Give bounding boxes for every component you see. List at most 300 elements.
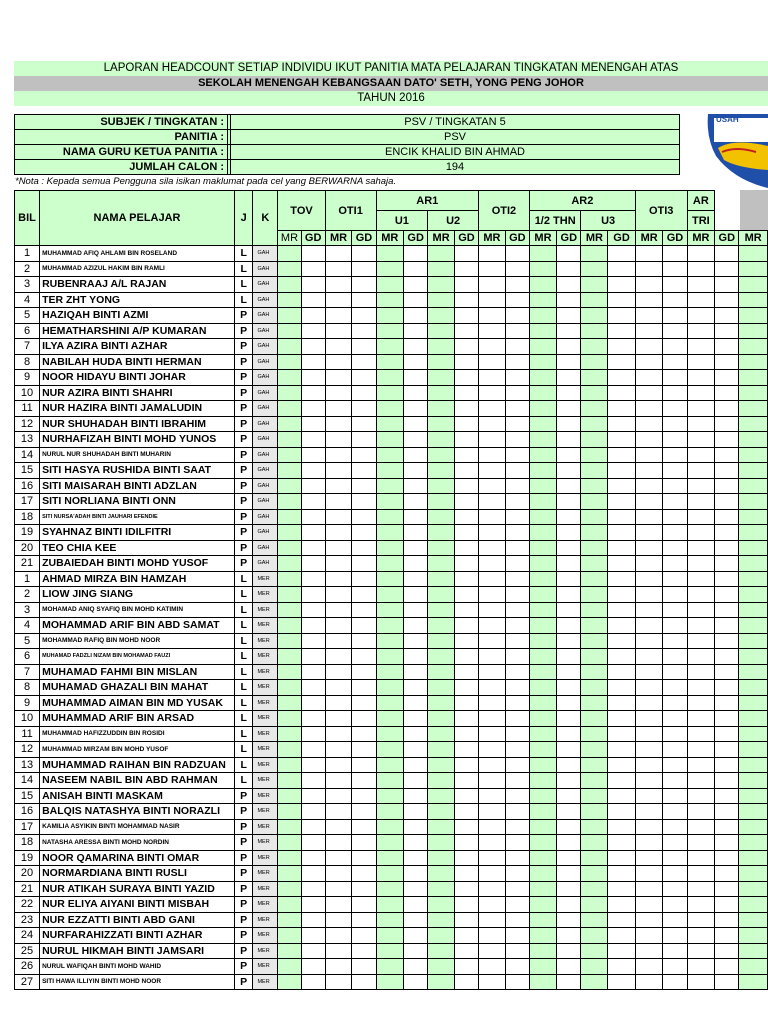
grade-cell[interactable] (557, 308, 581, 324)
grade-cell[interactable] (376, 509, 404, 525)
grade-cell[interactable] (687, 416, 715, 432)
grade-cell[interactable] (635, 664, 663, 680)
grade-cell[interactable] (505, 835, 529, 851)
grade-cell[interactable] (557, 277, 581, 293)
grade-cell[interactable] (529, 757, 556, 773)
grade-cell[interactable] (325, 308, 352, 324)
grade-cell[interactable] (454, 897, 478, 913)
grade-cell[interactable] (529, 974, 556, 990)
grade-cell[interactable] (529, 804, 556, 820)
grade-cell[interactable] (581, 695, 608, 711)
grade-cell[interactable] (663, 959, 687, 975)
grade-cell[interactable] (715, 912, 739, 928)
grade-cell[interactable] (376, 556, 404, 572)
grade-cell[interactable] (454, 292, 478, 308)
grade-cell[interactable] (352, 447, 376, 463)
grade-cell[interactable] (687, 525, 715, 541)
grade-cell[interactable] (301, 680, 325, 696)
grade-cell[interactable] (687, 804, 715, 820)
grade-cell[interactable] (301, 819, 325, 835)
grade-cell[interactable] (663, 370, 687, 386)
grade-cell[interactable] (301, 757, 325, 773)
grade-cell[interactable] (376, 974, 404, 990)
grade-cell[interactable] (428, 742, 455, 758)
grade-cell[interactable] (376, 308, 404, 324)
grade-cell[interactable] (608, 308, 636, 324)
grade-cell[interactable] (687, 974, 715, 990)
grade-cell[interactable] (325, 711, 352, 727)
grade-cell[interactable] (505, 695, 529, 711)
grade-cell[interactable] (663, 649, 687, 665)
grade-cell[interactable] (581, 525, 608, 541)
grade-cell[interactable] (557, 602, 581, 618)
grade-cell[interactable] (663, 850, 687, 866)
grade-cell[interactable] (581, 587, 608, 603)
grade-cell[interactable] (715, 618, 739, 634)
grade-cell[interactable] (663, 463, 687, 479)
grade-cell[interactable] (581, 726, 608, 742)
grade-cell[interactable] (479, 416, 506, 432)
grade-cell[interactable] (715, 385, 739, 401)
grade-cell[interactable] (278, 726, 301, 742)
grade-cell[interactable] (529, 246, 556, 262)
grade-cell[interactable] (352, 618, 376, 634)
grade-cell[interactable] (479, 804, 506, 820)
grade-cell[interactable] (715, 742, 739, 758)
grade-cell[interactable] (428, 711, 455, 727)
grade-cell[interactable] (635, 308, 663, 324)
grade-cell[interactable] (278, 246, 301, 262)
grade-cell[interactable] (529, 370, 556, 386)
grade-cell[interactable] (715, 835, 739, 851)
grade-cell[interactable] (663, 602, 687, 618)
grade-cell[interactable] (352, 494, 376, 510)
grade-cell[interactable] (505, 959, 529, 975)
grade-cell[interactable] (404, 742, 428, 758)
grade-cell[interactable] (301, 943, 325, 959)
grade-cell[interactable] (301, 649, 325, 665)
grade-cell[interactable] (581, 835, 608, 851)
grade-cell[interactable] (505, 277, 529, 293)
grade-cell[interactable] (505, 897, 529, 913)
grade-cell[interactable] (663, 339, 687, 355)
grade-cell[interactable] (278, 649, 301, 665)
grade-cell[interactable] (428, 897, 455, 913)
grade-cell[interactable] (635, 819, 663, 835)
grade-cell[interactable] (325, 246, 352, 262)
grade-cell[interactable] (454, 339, 478, 355)
grade-cell[interactable] (739, 680, 768, 696)
grade-cell[interactable] (479, 385, 506, 401)
grade-cell[interactable] (376, 866, 404, 882)
grade-cell[interactable] (325, 571, 352, 587)
grade-cell[interactable] (301, 432, 325, 448)
grade-cell[interactable] (581, 912, 608, 928)
grade-cell[interactable] (278, 478, 301, 494)
grade-cell[interactable] (663, 819, 687, 835)
grade-cell[interactable] (325, 540, 352, 556)
grade-cell[interactable] (557, 447, 581, 463)
grade-cell[interactable] (428, 850, 455, 866)
grade-cell[interactable] (581, 277, 608, 293)
grade-cell[interactable] (715, 571, 739, 587)
grade-cell[interactable] (505, 447, 529, 463)
grade-cell[interactable] (404, 711, 428, 727)
grade-cell[interactable] (581, 540, 608, 556)
grade-cell[interactable] (581, 509, 608, 525)
grade-cell[interactable] (739, 308, 768, 324)
grade-cell[interactable] (581, 649, 608, 665)
grade-cell[interactable] (352, 680, 376, 696)
grade-cell[interactable] (352, 850, 376, 866)
grade-cell[interactable] (454, 835, 478, 851)
grade-cell[interactable] (739, 509, 768, 525)
grade-cell[interactable] (635, 943, 663, 959)
grade-cell[interactable] (739, 788, 768, 804)
grade-cell[interactable] (278, 943, 301, 959)
grade-cell[interactable] (454, 633, 478, 649)
grade-cell[interactable] (557, 494, 581, 510)
grade-cell[interactable] (454, 602, 478, 618)
grade-cell[interactable] (428, 540, 455, 556)
grade-cell[interactable] (715, 556, 739, 572)
grade-cell[interactable] (505, 463, 529, 479)
grade-cell[interactable] (608, 835, 636, 851)
grade-cell[interactable] (301, 974, 325, 990)
grade-cell[interactable] (635, 695, 663, 711)
grade-cell[interactable] (739, 323, 768, 339)
grade-cell[interactable] (278, 897, 301, 913)
grade-cell[interactable] (635, 850, 663, 866)
grade-cell[interactable] (404, 370, 428, 386)
grade-cell[interactable] (479, 773, 506, 789)
grade-cell[interactable] (404, 416, 428, 432)
grade-cell[interactable] (428, 432, 455, 448)
grade-cell[interactable] (301, 447, 325, 463)
grade-cell[interactable] (557, 711, 581, 727)
grade-cell[interactable] (663, 556, 687, 572)
grade-cell[interactable] (479, 633, 506, 649)
grade-cell[interactable] (404, 866, 428, 882)
grade-cell[interactable] (454, 943, 478, 959)
grade-cell[interactable] (557, 788, 581, 804)
grade-cell[interactable] (301, 912, 325, 928)
grade-cell[interactable] (739, 943, 768, 959)
grade-cell[interactable] (739, 726, 768, 742)
grade-cell[interactable] (352, 788, 376, 804)
grade-cell[interactable] (428, 835, 455, 851)
grade-cell[interactable] (608, 866, 636, 882)
grade-cell[interactable] (505, 804, 529, 820)
grade-cell[interactable] (428, 447, 455, 463)
grade-cell[interactable] (454, 866, 478, 882)
grade-cell[interactable] (715, 633, 739, 649)
grade-cell[interactable] (505, 261, 529, 277)
grade-cell[interactable] (739, 540, 768, 556)
grade-cell[interactable] (454, 881, 478, 897)
grade-cell[interactable] (352, 308, 376, 324)
grade-cell[interactable] (428, 695, 455, 711)
grade-cell[interactable] (581, 881, 608, 897)
grade-cell[interactable] (739, 649, 768, 665)
grade-cell[interactable] (663, 401, 687, 417)
grade-cell[interactable] (428, 788, 455, 804)
grade-cell[interactable] (505, 494, 529, 510)
grade-cell[interactable] (581, 432, 608, 448)
grade-cell[interactable] (739, 587, 768, 603)
grade-cell[interactable] (739, 277, 768, 293)
grade-cell[interactable] (581, 556, 608, 572)
grade-cell[interactable] (663, 432, 687, 448)
grade-cell[interactable] (635, 416, 663, 432)
grade-cell[interactable] (376, 432, 404, 448)
grade-cell[interactable] (301, 261, 325, 277)
grade-cell[interactable] (608, 928, 636, 944)
grade-cell[interactable] (663, 695, 687, 711)
grade-cell[interactable] (663, 866, 687, 882)
grade-cell[interactable] (608, 354, 636, 370)
grade-cell[interactable] (715, 602, 739, 618)
grade-cell[interactable] (687, 788, 715, 804)
grade-cell[interactable] (278, 401, 301, 417)
grade-cell[interactable] (739, 773, 768, 789)
grade-cell[interactable] (376, 664, 404, 680)
grade-cell[interactable] (325, 897, 352, 913)
grade-cell[interactable] (352, 974, 376, 990)
grade-cell[interactable] (715, 292, 739, 308)
grade-cell[interactable] (428, 943, 455, 959)
grade-cell[interactable] (301, 308, 325, 324)
grade-cell[interactable] (739, 618, 768, 634)
grade-cell[interactable] (608, 323, 636, 339)
grade-cell[interactable] (376, 912, 404, 928)
grade-cell[interactable] (529, 385, 556, 401)
grade-cell[interactable] (479, 323, 506, 339)
grade-cell[interactable] (479, 850, 506, 866)
grade-cell[interactable] (376, 292, 404, 308)
grade-cell[interactable] (278, 680, 301, 696)
grade-cell[interactable] (687, 432, 715, 448)
grade-cell[interactable] (479, 974, 506, 990)
grade-cell[interactable] (581, 618, 608, 634)
grade-cell[interactable] (376, 463, 404, 479)
grade-cell[interactable] (529, 432, 556, 448)
grade-cell[interactable] (529, 928, 556, 944)
grade-cell[interactable] (529, 633, 556, 649)
grade-cell[interactable] (376, 788, 404, 804)
grade-cell[interactable] (325, 680, 352, 696)
grade-cell[interactable] (479, 339, 506, 355)
grade-cell[interactable] (557, 478, 581, 494)
grade-cell[interactable] (687, 261, 715, 277)
grade-cell[interactable] (404, 556, 428, 572)
grade-cell[interactable] (479, 835, 506, 851)
grade-cell[interactable] (325, 881, 352, 897)
grade-cell[interactable] (635, 974, 663, 990)
grade-cell[interactable] (635, 261, 663, 277)
grade-cell[interactable] (404, 680, 428, 696)
grade-cell[interactable] (301, 478, 325, 494)
grade-cell[interactable] (454, 618, 478, 634)
grade-cell[interactable] (454, 649, 478, 665)
grade-cell[interactable] (404, 881, 428, 897)
grade-cell[interactable] (635, 478, 663, 494)
grade-cell[interactable] (505, 850, 529, 866)
info-value[interactable]: 194 (231, 160, 680, 175)
grade-cell[interactable] (715, 804, 739, 820)
grade-cell[interactable] (715, 447, 739, 463)
grade-cell[interactable] (454, 525, 478, 541)
grade-cell[interactable] (581, 897, 608, 913)
grade-cell[interactable] (715, 959, 739, 975)
grade-cell[interactable] (739, 261, 768, 277)
grade-cell[interactable] (325, 664, 352, 680)
grade-cell[interactable] (608, 959, 636, 975)
grade-cell[interactable] (479, 711, 506, 727)
grade-cell[interactable] (529, 959, 556, 975)
grade-cell[interactable] (278, 850, 301, 866)
grade-cell[interactable] (635, 385, 663, 401)
grade-cell[interactable] (376, 804, 404, 820)
grade-cell[interactable] (376, 726, 404, 742)
grade-cell[interactable] (529, 401, 556, 417)
grade-cell[interactable] (715, 773, 739, 789)
grade-cell[interactable] (454, 370, 478, 386)
grade-cell[interactable] (479, 292, 506, 308)
grade-cell[interactable] (352, 571, 376, 587)
grade-cell[interactable] (376, 401, 404, 417)
grade-cell[interactable] (278, 974, 301, 990)
grade-cell[interactable] (635, 509, 663, 525)
grade-cell[interactable] (581, 680, 608, 696)
grade-cell[interactable] (739, 339, 768, 355)
grade-cell[interactable] (529, 881, 556, 897)
grade-cell[interactable] (325, 447, 352, 463)
grade-cell[interactable] (715, 509, 739, 525)
grade-cell[interactable] (325, 788, 352, 804)
grade-cell[interactable] (529, 680, 556, 696)
grade-cell[interactable] (301, 711, 325, 727)
grade-cell[interactable] (529, 788, 556, 804)
grade-cell[interactable] (608, 525, 636, 541)
grade-cell[interactable] (581, 478, 608, 494)
grade-cell[interactable] (479, 556, 506, 572)
grade-cell[interactable] (687, 633, 715, 649)
grade-cell[interactable] (529, 664, 556, 680)
grade-cell[interactable] (635, 246, 663, 262)
grade-cell[interactable] (557, 649, 581, 665)
grade-cell[interactable] (715, 308, 739, 324)
grade-cell[interactable] (428, 664, 455, 680)
grade-cell[interactable] (687, 959, 715, 975)
grade-cell[interactable] (505, 416, 529, 432)
grade-cell[interactable] (608, 819, 636, 835)
grade-cell[interactable] (663, 742, 687, 758)
grade-cell[interactable] (479, 897, 506, 913)
grade-cell[interactable] (505, 649, 529, 665)
grade-cell[interactable] (557, 742, 581, 758)
grade-cell[interactable] (454, 246, 478, 262)
grade-cell[interactable] (352, 432, 376, 448)
grade-cell[interactable] (404, 773, 428, 789)
grade-cell[interactable] (635, 912, 663, 928)
grade-cell[interactable] (635, 323, 663, 339)
grade-cell[interactable] (739, 416, 768, 432)
grade-cell[interactable] (739, 819, 768, 835)
grade-cell[interactable] (581, 711, 608, 727)
grade-cell[interactable] (529, 850, 556, 866)
grade-cell[interactable] (557, 339, 581, 355)
grade-cell[interactable] (739, 633, 768, 649)
grade-cell[interactable] (687, 757, 715, 773)
grade-cell[interactable] (687, 835, 715, 851)
grade-cell[interactable] (529, 866, 556, 882)
grade-cell[interactable] (428, 478, 455, 494)
grade-cell[interactable] (454, 556, 478, 572)
grade-cell[interactable] (454, 571, 478, 587)
grade-cell[interactable] (428, 649, 455, 665)
grade-cell[interactable] (325, 804, 352, 820)
info-value[interactable]: ENCIK KHALID BIN AHMAD (231, 145, 680, 160)
grade-cell[interactable] (404, 587, 428, 603)
grade-cell[interactable] (376, 447, 404, 463)
grade-cell[interactable] (301, 959, 325, 975)
grade-cell[interactable] (635, 680, 663, 696)
grade-cell[interactable] (557, 819, 581, 835)
grade-cell[interactable] (404, 897, 428, 913)
grade-cell[interactable] (739, 866, 768, 882)
grade-cell[interactable] (608, 726, 636, 742)
grade-cell[interactable] (635, 587, 663, 603)
grade-cell[interactable] (428, 494, 455, 510)
grade-cell[interactable] (428, 556, 455, 572)
grade-cell[interactable] (715, 323, 739, 339)
grade-cell[interactable] (739, 928, 768, 944)
grade-cell[interactable] (479, 509, 506, 525)
grade-cell[interactable] (454, 788, 478, 804)
grade-cell[interactable] (529, 509, 556, 525)
grade-cell[interactable] (278, 633, 301, 649)
grade-cell[interactable] (479, 618, 506, 634)
grade-cell[interactable] (428, 633, 455, 649)
grade-cell[interactable] (529, 447, 556, 463)
grade-cell[interactable] (581, 370, 608, 386)
grade-cell[interactable] (428, 401, 455, 417)
grade-cell[interactable] (505, 587, 529, 603)
grade-cell[interactable] (278, 804, 301, 820)
grade-cell[interactable] (663, 788, 687, 804)
grade-cell[interactable] (581, 246, 608, 262)
grade-cell[interactable] (404, 571, 428, 587)
grade-cell[interactable] (352, 370, 376, 386)
grade-cell[interactable] (505, 292, 529, 308)
grade-cell[interactable] (352, 261, 376, 277)
grade-cell[interactable] (581, 463, 608, 479)
grade-cell[interactable] (739, 447, 768, 463)
grade-cell[interactable] (608, 788, 636, 804)
grade-cell[interactable] (505, 246, 529, 262)
grade-cell[interactable] (325, 974, 352, 990)
grade-cell[interactable] (739, 850, 768, 866)
grade-cell[interactable] (663, 354, 687, 370)
grade-cell[interactable] (635, 897, 663, 913)
grade-cell[interactable] (739, 370, 768, 386)
grade-cell[interactable] (325, 866, 352, 882)
grade-cell[interactable] (479, 277, 506, 293)
grade-cell[interactable] (557, 323, 581, 339)
grade-cell[interactable] (635, 726, 663, 742)
grade-cell[interactable] (325, 509, 352, 525)
